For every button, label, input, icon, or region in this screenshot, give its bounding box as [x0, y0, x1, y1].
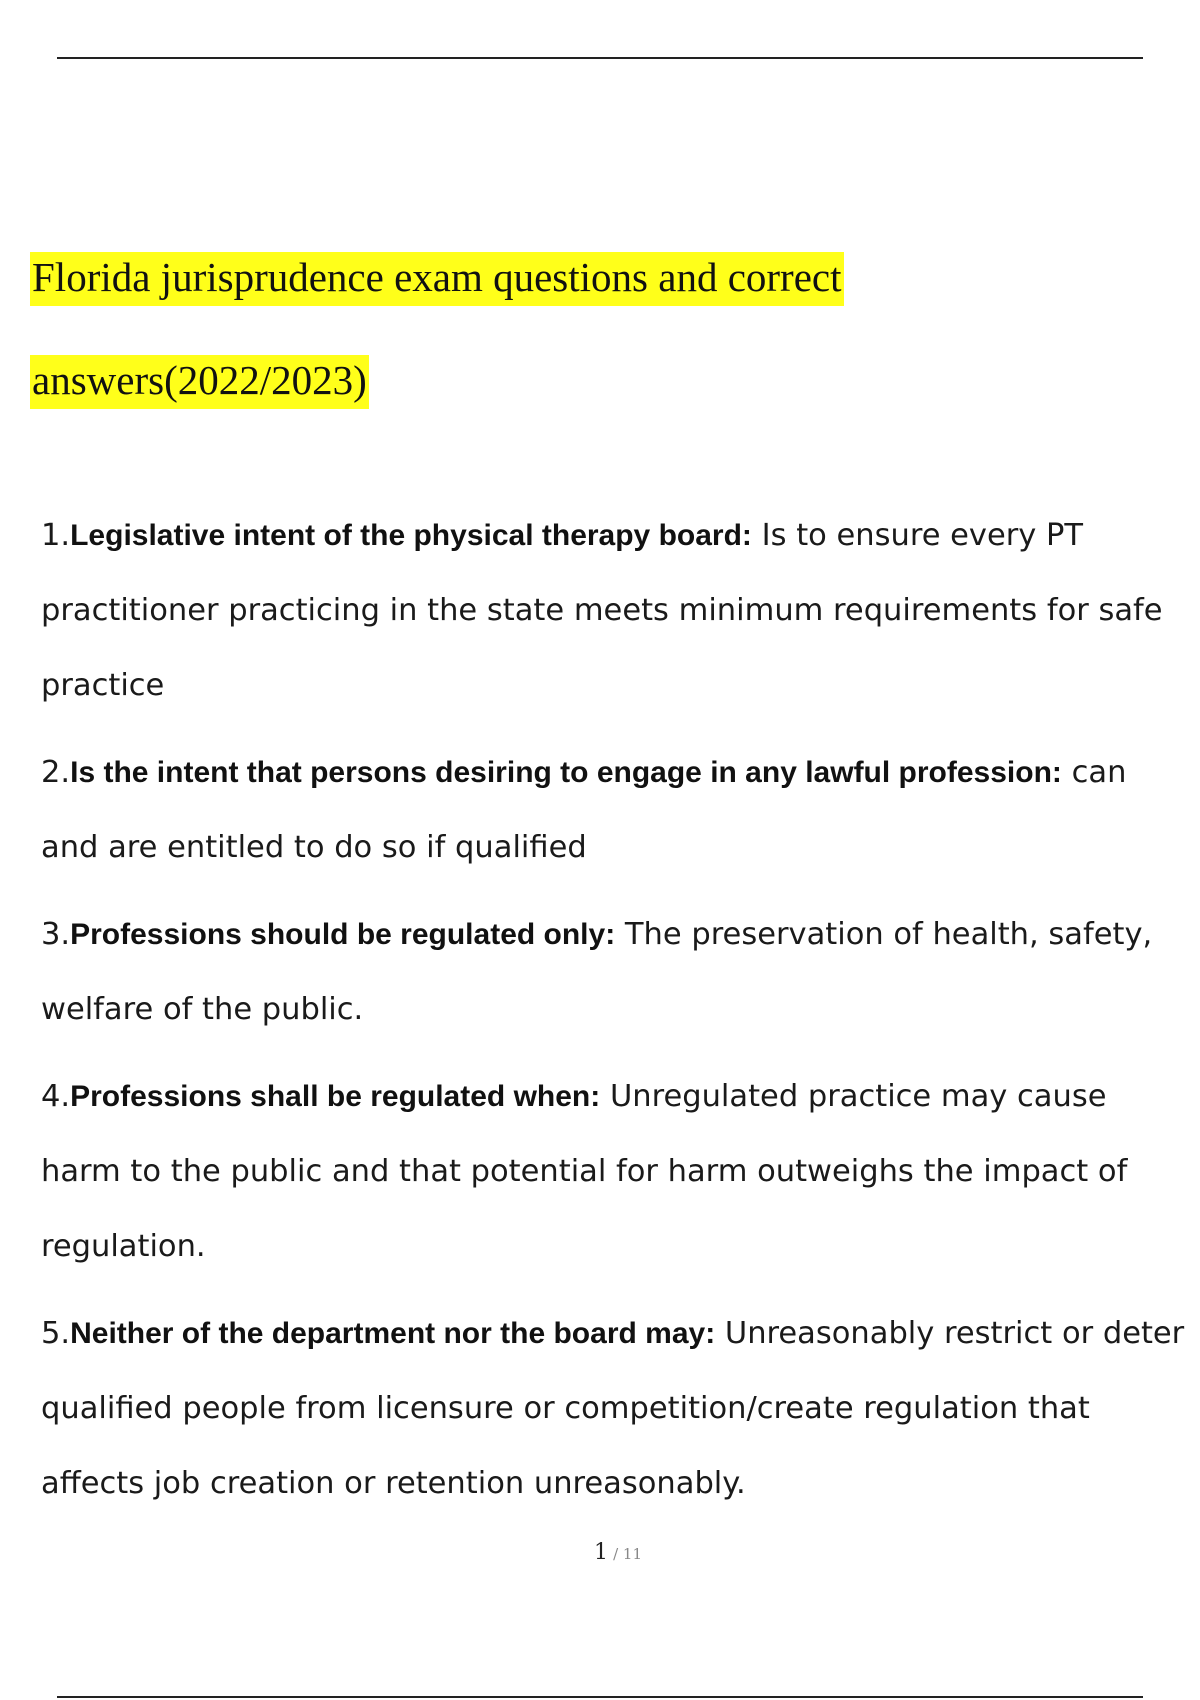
qa-answer: Is to ensure every PT practitioner practicing in the state meets minimum requirements for safe practice: [41, 518, 1163, 703]
page-current: 1: [593, 1540, 608, 1565]
qa-item-1: [41, 498, 1191, 723]
qa-answer: The preservation of health, safety, welfare of the public.: [41, 917, 1153, 1027]
title-line-2: answers(2022/2023): [30, 355, 369, 409]
qa-item-4: [41, 1059, 1191, 1284]
qa-question: Legislative intent of the physical therapy board:: [70, 519, 752, 552]
qa-item-2: [41, 735, 1191, 885]
qa-number: 5.: [41, 1316, 71, 1351]
title-line-1: Florida jurisprudence exam questions and correct: [30, 252, 844, 306]
qa-question: Professions should be regulated only:: [70, 918, 616, 951]
qa-item-3: [41, 897, 1191, 1047]
qa-list: [41, 498, 1191, 1533]
document-title: [30, 226, 1150, 432]
header-rule: [57, 57, 1143, 59]
qa-number: 3.: [41, 917, 71, 952]
qa-number: 2.: [41, 755, 71, 790]
qa-question: Neither of the department nor the board may:: [70, 1317, 716, 1350]
qa-number: 1.: [41, 518, 71, 553]
page-number: [0, 1540, 1200, 1565]
page-total: / 11: [613, 1545, 642, 1563]
qa-question: Professions shall be regulated when:: [70, 1080, 601, 1113]
qa-item-5: [41, 1296, 1191, 1521]
qa-answer: Unregulated practice may cause harm to the public and that potential for harm outweighs the impact of regulation.: [41, 1079, 1128, 1264]
qa-answer: can and are entitled to do so if qualified: [41, 755, 1127, 865]
footer-rule: [57, 1696, 1143, 1698]
qa-answer: Unreasonably restrict or deter qualified people from licensure or competition/create regulation that affects job creation or retention unreasonably.: [41, 1316, 1185, 1501]
qa-number: 4.: [41, 1079, 71, 1114]
qa-question: Is the intent that persons desiring to engage in any lawful profession:: [70, 756, 1062, 789]
